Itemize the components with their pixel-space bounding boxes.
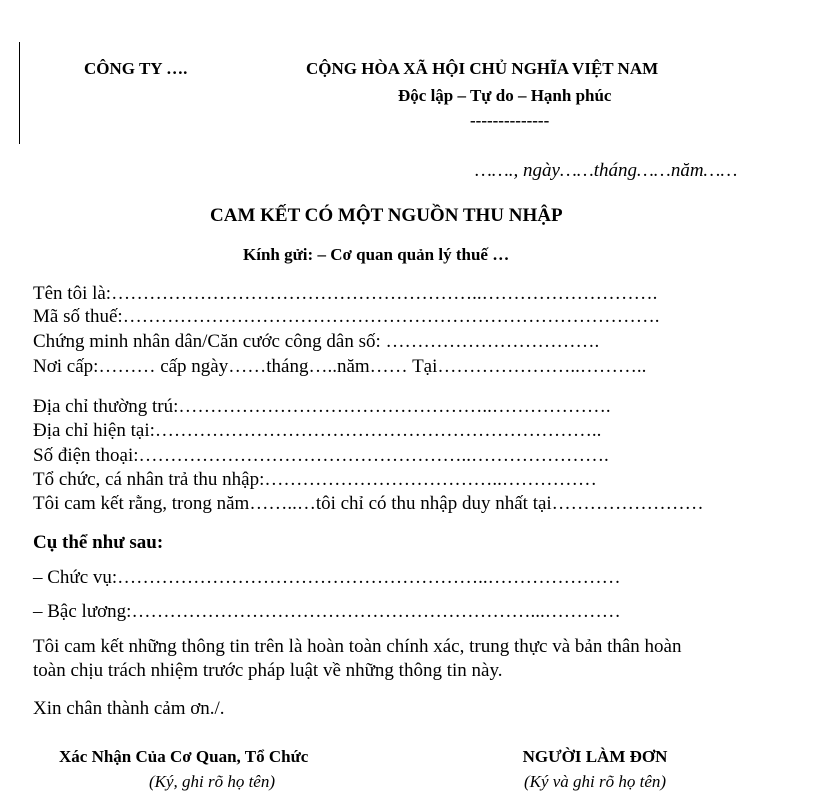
- field-phone: Số điện thoại:……………………………………………..………………….: [33, 445, 609, 466]
- national-title: CỘNG HÒA XÃ HỘI CHỦ NGHĨA VIỆT NAM: [306, 59, 659, 78]
- declaration-line-2: toàn chịu trách nhiệm trước pháp luật về những thông tin này.: [33, 660, 503, 681]
- signature-right-title: NGƯỜI LÀM ĐƠN: [522, 747, 668, 766]
- national-motto: Độc lập – Tự do – Hạnh phúc: [398, 86, 612, 105]
- company-name: CÔNG TY ….: [84, 59, 188, 78]
- signature-left-title: Xác Nhận Của Cơ Quan, Tổ Chức: [59, 747, 309, 766]
- addressee-line: Kính gửi: – Cơ quan quản lý thuế …: [243, 245, 510, 264]
- field-salary-grade: – Bậc lương:………………………………………………………...…………: [33, 601, 621, 622]
- left-margin-rule: [19, 42, 20, 144]
- field-current-address: Địa chỉ hiện tại:……………………………………………………………..: [33, 420, 602, 441]
- declaration-line-1: Tôi cam kết những thông tin trên là hoàn toàn chính xác, trung thực và bản thân hoàn: [33, 636, 682, 657]
- document-title: CAM KẾT CÓ MỘT NGUỒN THU NHẬP: [210, 205, 563, 226]
- field-name: Tên tôi là:…………………………………………………..……………………….: [33, 283, 658, 304]
- field-position: – Chức vụ:…………………………………………………..…………………: [33, 567, 621, 588]
- signature-left-note: (Ký, ghi rõ họ tên): [148, 772, 276, 791]
- field-income-payer: Tổ chức, cá nhân trả thu nhập:………………………………..……………: [33, 469, 597, 490]
- thanks-line: Xin chân thành cảm ơn./.: [33, 698, 225, 719]
- field-id-number: Chứng minh nhân dân/Căn cước công dân số: …………………………….: [33, 331, 600, 352]
- details-heading: Cụ thể như sau:: [33, 532, 164, 553]
- date-line: ……., ngày……tháng……năm……: [475, 160, 738, 181]
- field-tax-code: Mã số thuế:………………………………………………………………………….: [33, 306, 660, 327]
- field-commitment: Tôi cam kết rằng, trong năm……..…tôi chỉ có thu nhập duy nhất tại……………………: [33, 493, 704, 514]
- header-divider: --------------: [470, 111, 550, 130]
- signature-right-note: (Ký và ghi rõ họ tên): [523, 772, 667, 791]
- field-permanent-address: Địa chỉ thường trú:…………………………………………..……………….: [33, 396, 611, 417]
- field-issued: Nơi cấp:……… cấp ngày……tháng…..năm…… Tại…………………..………..: [33, 356, 647, 377]
